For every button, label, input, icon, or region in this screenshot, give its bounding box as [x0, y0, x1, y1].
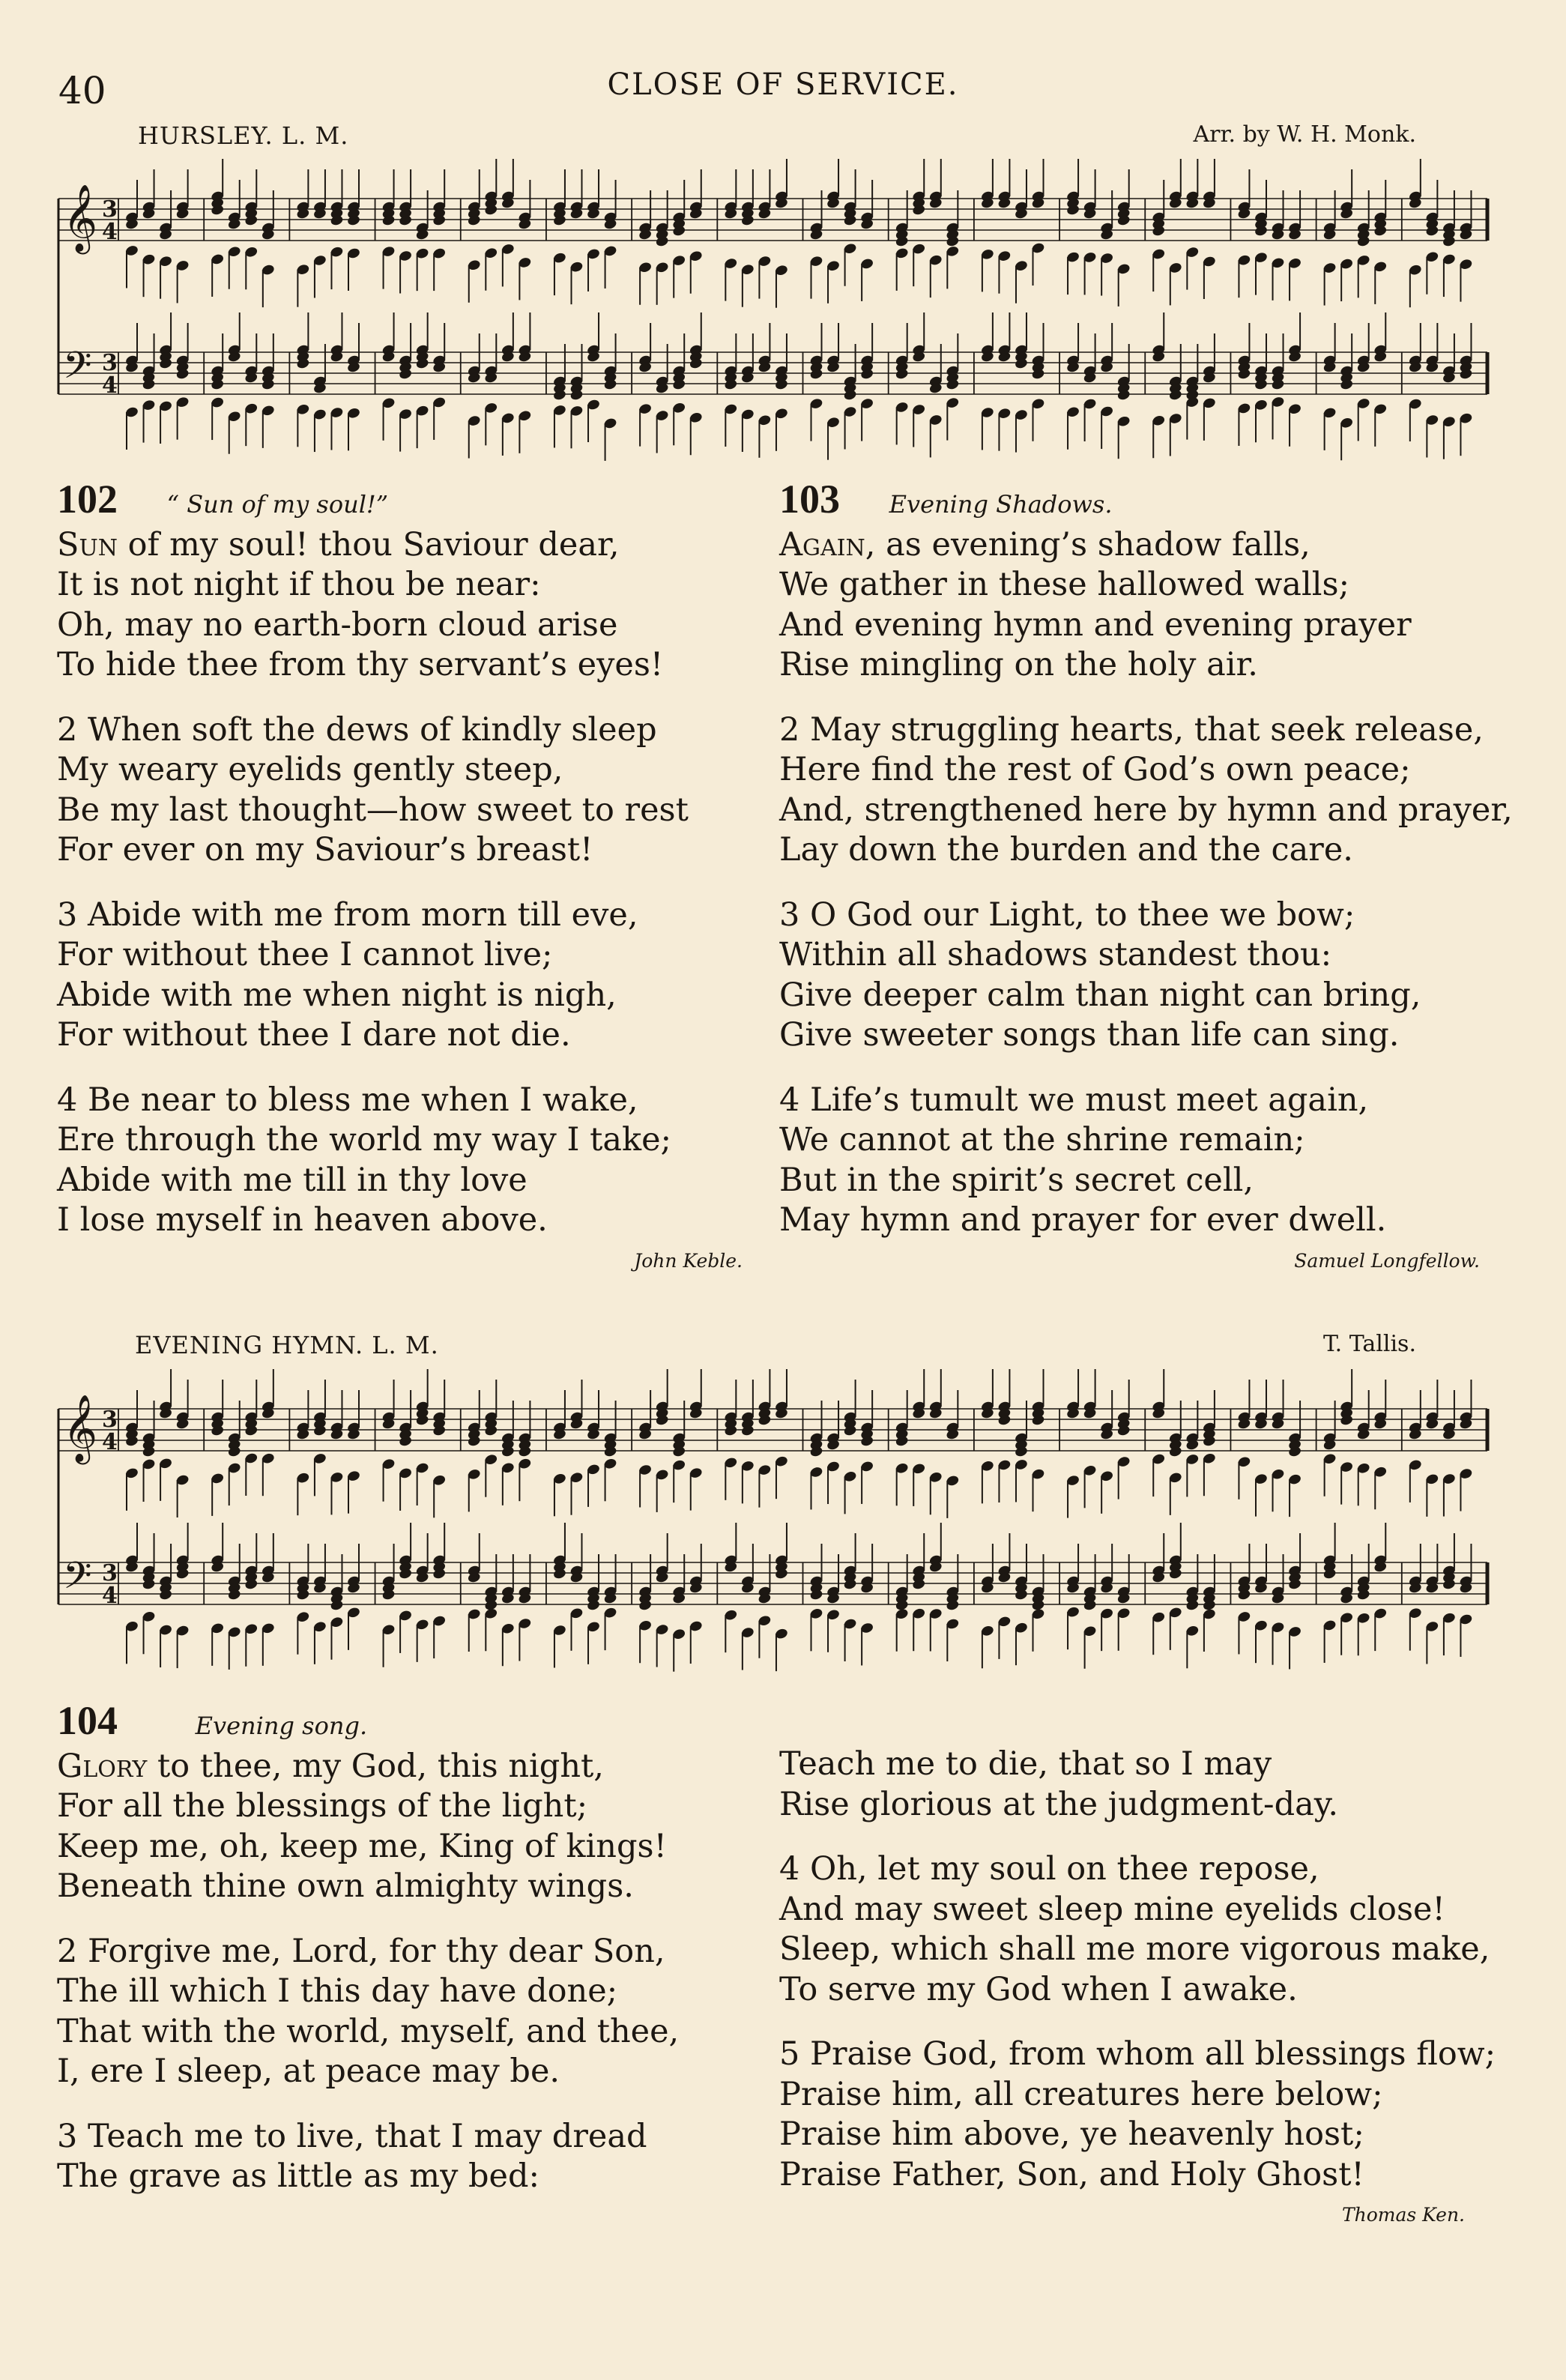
verse-line: The grave as little as my bed:	[57, 2157, 540, 2195]
hymn-104	[57, 1698, 761, 2197]
verse-line: 4 Oh, let my soul on thee repose,	[779, 1850, 1319, 1888]
hymn-title: “ Sun of my soul!”	[166, 490, 389, 519]
stanza	[779, 565, 1529, 686]
verse-line: Lay down the burden and the care.	[779, 831, 1353, 869]
svg-text:𝄢: 𝄢	[63, 1554, 92, 1607]
stanzas	[57, 565, 761, 1241]
verse-line: Praise Father, Son, and Holy Ghost!	[779, 2155, 1364, 2193]
verse-line: We cannot at the shrine remain;	[779, 1121, 1305, 1159]
verse-line: Rise mingling on the holy air.	[779, 646, 1258, 683]
verse-line: 2 May struggling hearts, that seek release,	[779, 710, 1484, 749]
stanza	[57, 710, 761, 871]
hymn-number: 102	[57, 477, 118, 522]
svg-text:𝄞: 𝄞	[63, 184, 98, 252]
hymn-heading	[779, 477, 1529, 525]
stanza	[57, 1786, 761, 1907]
hymn-author: John Keble.	[634, 1249, 743, 1272]
hymn-author: Thomas Ken.	[1341, 2204, 1465, 2226]
verse-line: The ill which I this day have done;	[57, 1972, 618, 2010]
music-score-evening-hymn	[52, 1364, 1499, 1686]
hymn-number: 103	[779, 477, 840, 522]
verse-line: And may sweet sleep mine eyelids close!	[779, 1890, 1445, 1928]
stanzas	[57, 1786, 761, 2197]
music-notation	[52, 1364, 1499, 1686]
verse-line: I, ere I sleep, at peace may be.	[57, 2053, 560, 2090]
stanza	[779, 710, 1529, 871]
verse-line: I lose myself in heaven above.	[57, 1201, 548, 1239]
verse-line: 4 Be near to bless me when I wake,	[57, 1081, 638, 1119]
svg-text:4: 4	[102, 219, 118, 245]
hymn-heading	[57, 1698, 761, 1747]
verse-line: 2 Forgive me, Lord, for thy dear Son,	[57, 1932, 665, 1970]
verse-line: Sleep, which shall me more vigorous make,	[779, 1930, 1490, 1968]
verse-line: Be my last thought—how sweet to rest	[57, 791, 689, 829]
first-line: Sun of my soul! thou Saviour dear,	[57, 525, 620, 564]
tune-name-hursley: HURSLEY. L. M.	[138, 121, 349, 150]
stanza	[57, 895, 761, 1056]
page-number: 40	[58, 69, 106, 112]
verse-line: To serve my God when I awake.	[779, 1970, 1298, 2008]
svg-text:4: 4	[102, 1429, 118, 1455]
hymn-author: Samuel Longfellow.	[1294, 1249, 1480, 1272]
verse-line: Give deeper calm than night can bring,	[779, 976, 1421, 1014]
verse-line: Teach me to die, that so I may	[779, 1745, 1272, 1783]
svg-text:3: 3	[102, 196, 118, 223]
music-notation	[52, 154, 1499, 476]
verse-line: Praise him, all creatures here below;	[779, 2075, 1383, 2113]
svg-text:𝄞: 𝄞	[63, 1395, 98, 1462]
verse-line: That with the world, myself, and thee,	[57, 2012, 680, 2050]
tune-name-evening-hymn: EVENING HYMN. L. M.	[135, 1331, 439, 1359]
svg-text:3: 3	[102, 1407, 118, 1433]
hymn-title: Evening song.	[195, 1712, 368, 1740]
stanza	[779, 1849, 1529, 2010]
hymn-title: Evening Shadows.	[889, 490, 1113, 519]
stanza	[57, 565, 761, 686]
stanza	[57, 2117, 761, 2197]
running-head: CLOSE OF SERVICE.	[607, 67, 959, 102]
verse-line: To hide thee from thy servant’s eyes!	[57, 646, 664, 683]
verse-line: Beneath thine own almighty wings.	[57, 1867, 634, 1905]
verse-line: For without thee I cannot live;	[57, 936, 553, 973]
tune-credit-hursley: Arr. by W. H. Monk.	[1193, 121, 1416, 148]
svg-text:3: 3	[102, 350, 118, 376]
stanza	[779, 1745, 1529, 1825]
tune-credit-tallis: T. Tallis.	[1323, 1331, 1416, 1357]
verse-line: 3 Teach me to live, that I may dread	[57, 2117, 647, 2155]
verse-line: But in the spirit’s secret cell,	[779, 1161, 1254, 1199]
stanza	[57, 1932, 761, 2092]
hymn-heading	[57, 477, 761, 525]
verse-line: Within all shadows standest thou:	[779, 936, 1332, 973]
verse-line: For all the blessings of the light;	[57, 1787, 588, 1825]
svg-text:4: 4	[102, 1583, 118, 1609]
svg-text:𝄢: 𝄢	[63, 344, 92, 396]
verse-line: Give sweeter songs than life can sing.	[779, 1016, 1400, 1054]
verse-line: 3 O God our Light, to thee we bow;	[779, 895, 1355, 934]
hymn-104-continued	[779, 1745, 1529, 2235]
verse-line: Ere through the world my way I take;	[57, 1121, 672, 1159]
stanza	[57, 1081, 761, 1241]
verse-line: May hymn and prayer for ever dwell.	[779, 1201, 1387, 1239]
hymn-number: 104	[57, 1698, 118, 1743]
verse-line: Abide with me when night is nigh,	[57, 976, 617, 1014]
verse-line: 4 Life’s tumult we must meet again,	[779, 1081, 1369, 1119]
verse-line: For without thee I dare not die.	[57, 1016, 571, 1054]
verse-line: 5 Praise God, from whom all blessings flow;	[779, 2035, 1496, 2073]
verse-line: And evening hymn and evening prayer	[779, 605, 1412, 644]
verse-line: Here find the rest of God’s own peace;	[779, 751, 1411, 788]
verse-line: We gather in these hallowed walls;	[779, 566, 1350, 603]
verse-line: 3 Abide with me from morn till eve,	[57, 895, 638, 934]
verse-line: Oh, may no earth-born cloud arise	[57, 605, 618, 644]
stanza	[779, 1081, 1529, 1241]
svg-text:4: 4	[102, 372, 118, 399]
verse-line: Abide with me till in thy love	[57, 1161, 527, 1199]
stanza	[779, 895, 1529, 1056]
verse-line: Keep me, oh, keep me, King of kings!	[57, 1827, 667, 1865]
verse-line: Praise him above, ye heavenly host;	[779, 2115, 1364, 2153]
svg-text:3: 3	[102, 1560, 118, 1586]
first-line: Again, as evening’s shadow falls,	[779, 525, 1310, 564]
verse-line: Rise glorious at the judgment-day.	[779, 1785, 1338, 1823]
music-score-hursley	[52, 154, 1499, 476]
hymn-102	[57, 477, 761, 1281]
verse-line: For ever on my Saviour’s breast!	[57, 831, 593, 869]
verse-line: It is not night if thou be near:	[57, 566, 541, 603]
hymn-103	[779, 477, 1529, 1281]
verse-line: My weary eyelids gently steep,	[57, 751, 563, 788]
stanzas	[779, 1745, 1529, 2195]
verse-line: And, strengthened here by hymn and prayer,	[779, 791, 1513, 829]
first-line: Glory to thee, my God, this night,	[57, 1747, 604, 1785]
stanzas	[779, 565, 1529, 1241]
stanza	[779, 2035, 1529, 2195]
verse-line: 2 When soft the dews of kindly sleep	[57, 710, 657, 749]
